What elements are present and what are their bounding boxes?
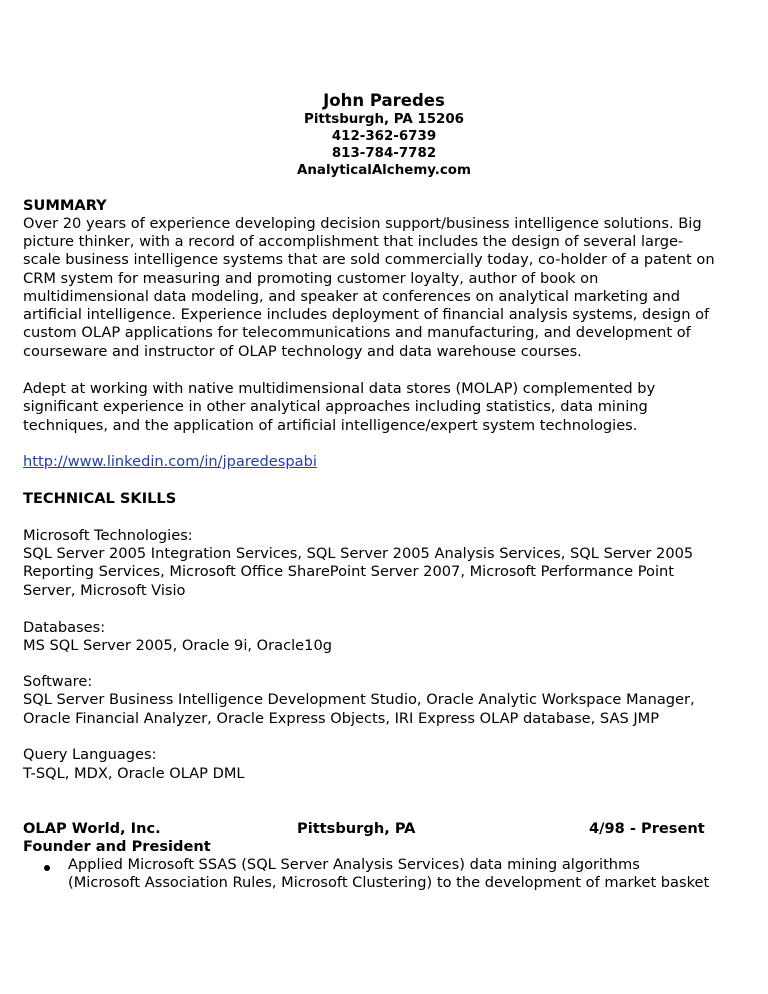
- summary-line: Over 20 years of experience developing decision support/business intelligence solutions. Big: [23, 215, 702, 232]
- candidate-name: John Paredes: [323, 91, 445, 110]
- summary-line-2: techniques, and the application of artificial intelligence/expert system technologies.: [23, 417, 638, 434]
- summary-line: artificial intelligence. Experience includes deployment of financial analysis systems, design of: [23, 306, 710, 323]
- phone-primary: 412-362-6739: [331, 129, 437, 144]
- summary-line-2: Adept at working with native multidimensional data stores (MOLAP) complemented by: [23, 380, 656, 397]
- company-name: OLAP World, Inc.: [23, 820, 161, 837]
- software-label: Software:: [23, 673, 93, 690]
- summary-line: courseware and instructor of OLAP technology and data warehouse courses.: [23, 343, 582, 360]
- summary-line-2: significant experience in other analytical approaches including statistics, data mining: [23, 398, 648, 415]
- ms-technologies-line: SQL Server 2005 Integration Services, SQL Server 2005 Analysis Services, SQL Server 2005: [23, 545, 694, 562]
- query-languages-label: Query Languages:: [23, 746, 157, 763]
- address: Pittsburgh, PA 15206: [304, 112, 464, 127]
- linkedin-link[interactable]: http://www.linkedin.com/in/jparedespabi: [23, 453, 317, 470]
- bullet-line: Applied Microsoft SSAS (SQL Server Analysis Services) data mining algorithms: [68, 856, 640, 873]
- company-location: Pittsburgh, PA: [297, 820, 416, 837]
- summary-line: multidimensional data modeling, and speaker at conferences on analytical marketing and: [23, 288, 681, 305]
- website: AnalyticalAlchemy.com: [297, 163, 471, 178]
- summary-line: CRM system for measuring and promoting customer loyalty, author of book on: [23, 270, 599, 287]
- databases-line: MS SQL Server 2005, Oracle 9i, Oracle10g: [23, 637, 332, 654]
- databases-label: Databases:: [23, 619, 106, 636]
- employment-dates: 4/98 - Present: [589, 820, 705, 837]
- software-line: Oracle Financial Analyzer, Oracle Express Objects, IRI Express OLAP database, SAS JMP: [23, 710, 660, 727]
- summary-line: custom OLAP applications for telecommunications and manufacturing, and development of: [23, 324, 691, 341]
- ms-technologies-line: Server, Microsoft Visio: [23, 582, 186, 599]
- software-line: SQL Server Business Intelligence Development Studio, Oracle Analytic Workspace Manager,: [23, 691, 695, 708]
- ms-technologies-line: Reporting Services, Microsoft Office SharePoint Server 2007, Microsoft Performance Point: [23, 563, 674, 580]
- phone-secondary: 813-784-7782: [331, 146, 437, 161]
- summary-heading: SUMMARY: [23, 197, 107, 214]
- summary-line: picture thinker, with a record of accomplishment that includes the design of several large-: [23, 233, 684, 250]
- skills-heading: TECHNICAL SKILLS: [23, 490, 177, 507]
- summary-line: scale business intelligence systems that are sold commercially today, co-holder of a patent on: [23, 251, 715, 268]
- ms-technologies-label: Microsoft Technologies:: [23, 527, 193, 544]
- job-title: Founder and President: [23, 838, 211, 855]
- bullet-line: (Microsoft Association Rules, Microsoft Clustering) to the development of market basket: [68, 874, 710, 891]
- query-languages-line: T-SQL, MDX, Oracle OLAP DML: [23, 765, 245, 782]
- linkedin-link-row: [23, 453, 317, 471]
- bullet-icon: [44, 865, 50, 871]
